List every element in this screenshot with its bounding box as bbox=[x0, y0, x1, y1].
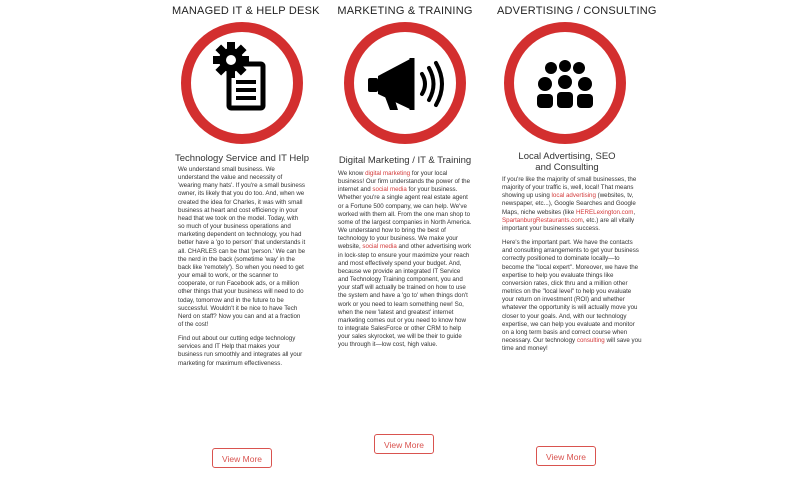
body-paragraph: We understand small business. We understand the value and necessity of 'wearing many hats'. If you're a small business owner, its likely that you do too. And, when we created the idea for Charles, it was with small business at heart and cost efficiency in your head that we took on the model. Today, with so much of your business operations and marketing dependent on technology, you had better have a 'go to person' that understands it all. CHARLES can be that 'person.' We can be the nerd in the back (sometime 'way' in the back like 'remotely'). So when you need to get your email to work, or the scanner to cooperate, or run Facebook ads, or a million other things that your business will need to do today, tomorrow and in the future to be successful. Wouldn't it be nice to have Tech Nerd on staff? Now you can and at a fraction of the cost! bbox=[178, 166, 306, 328]
local-advertising-link[interactable]: local advertising bbox=[551, 192, 596, 200]
body-paragraph: We know digital marketing for your local business! Our firm understands the power of the internet and social media for your business. Whether you're a single agent real estate agent or a Fortune 500 company, we can help. We've worked with them all. From the one man shop to some of the largest companies in North America. We understand how to bring the best of technology to your business. We make your website, social media and other advertising work in lock-step to ensure your maximize your reach and most effectively spend your budget. And, because we provide an integrated IT Service and Technology Training component, you and your staff will actually be trained on how to use the system and have a 'go to' when things don't work or you need to learn something new! So, when the new 'latest and greatest' internet marketing comes out or you need to know how to integrate SalesForce or other CRM to help your sales skyrocket, we will be their to guide you through it—low cost, high value. bbox=[338, 170, 472, 349]
gear-document-icon bbox=[177, 18, 307, 148]
group-of-people-icon bbox=[500, 18, 630, 148]
view-more-button[interactable]: View More bbox=[536, 446, 596, 466]
herelexington-link[interactable]: HERELexington.com bbox=[575, 208, 634, 216]
body-paragraph: Find out about our cutting edge technology services and IT Help that makes your business run smoothly and integrates all your marketing for maximum effectiveness. bbox=[178, 335, 303, 367]
spartanburg-restaurants-link[interactable]: SpartanburgRestaurants.com bbox=[502, 216, 583, 224]
column-subtitle: Local Advertising, SEO and Consulting bbox=[518, 151, 616, 173]
view-more-button[interactable]: View More bbox=[374, 434, 434, 454]
column-subtitle: Technology Service and IT Help bbox=[175, 153, 309, 164]
column-heading: MARKETING & TRAINING bbox=[337, 5, 473, 17]
column-body bbox=[178, 166, 306, 374]
social-media-link[interactable]: social media bbox=[362, 243, 397, 251]
column-subtitle: Digital Marketing / IT & Training bbox=[338, 155, 472, 166]
column-body bbox=[338, 170, 472, 355]
column-heading: ADVERTISING / CONSULTING bbox=[497, 5, 657, 17]
consulting-link[interactable]: consulting bbox=[576, 336, 605, 344]
body-paragraph: Here's the important part. We have the contacts and consulting arrangements to get your business correctly positioned to dominate locally—to become the "local expert". Moreover, we have the expertise to help you evaluate things like conversion rates, click thru and a million other metrics on the "local level" to help you evaluate your return on investment (ROI) and whether whatever the opportunity is will actually move you closer to your goals. And, with our technology expertise, we can help you evaluate and monitor on a long term basis and correct course when necessary. Our technology consulting will save you time and money! bbox=[502, 239, 642, 353]
column-body bbox=[502, 176, 642, 359]
body-paragraph: If you're like the majority of small businesses, the majority of your traffic is, well, local! That means showing up using local advertising (websites, tv, newspaper, etc...), Google Searches and Google Maps, niche websites (like HERELexington.com, SpartanburgRestaurants.com, etc.) are all vitally important your businesses success. bbox=[502, 176, 637, 232]
megaphone-icon bbox=[340, 18, 470, 148]
digital-marketing-link[interactable]: digital marketing bbox=[365, 170, 411, 177]
view-more-button[interactable]: View More bbox=[212, 448, 272, 468]
column-heading: MANAGED IT & HELP DESK bbox=[172, 5, 320, 17]
social-media-link[interactable]: social media bbox=[372, 186, 407, 194]
